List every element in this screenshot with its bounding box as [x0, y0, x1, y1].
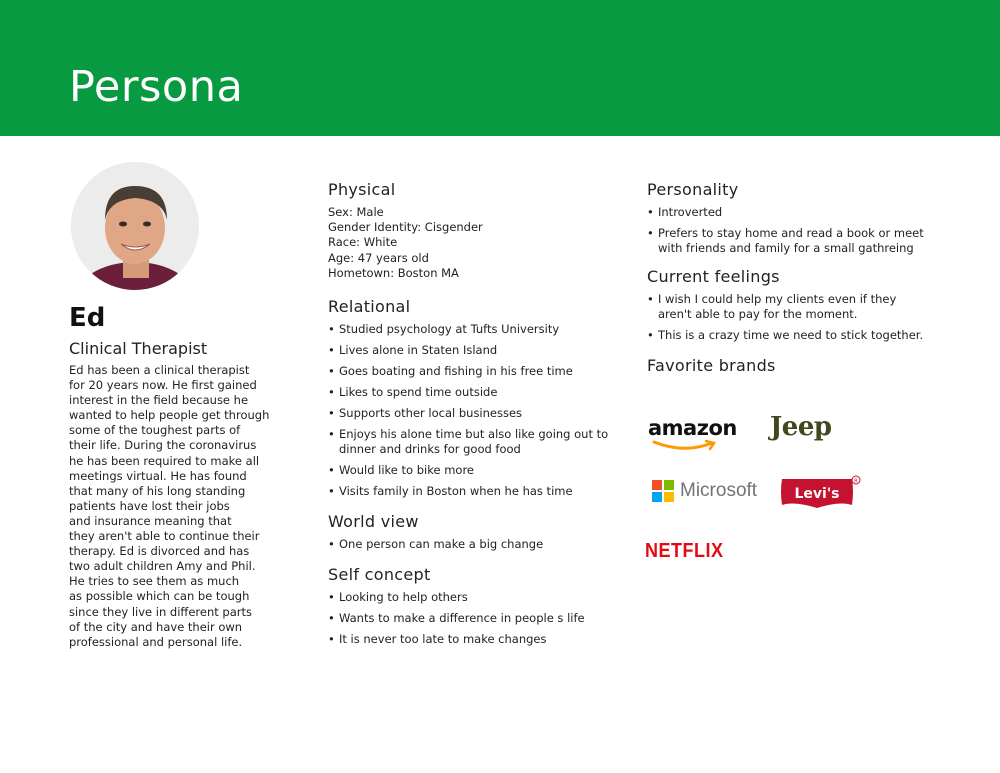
header-banner [0, 0, 1000, 136]
list-item: • I wish I could help my clients even if they aren't able to pay for the moment. [647, 292, 927, 323]
physical-list [328, 205, 628, 281]
current-feelings-list [647, 292, 957, 344]
portrait-image [71, 162, 199, 290]
levis-batwing-icon [780, 475, 862, 511]
personality-title: Personality [647, 180, 739, 199]
list-item: • Supports other local businesses [328, 406, 628, 421]
amazon-smile-icon [652, 440, 718, 452]
physical-line: Race: White [328, 235, 398, 250]
middle-column [328, 180, 628, 653]
list-item: • Visits family in Boston when he has time [328, 484, 628, 499]
levis-logo [780, 475, 862, 515]
list-item: • Introverted [647, 205, 957, 220]
section-self-concept [328, 565, 628, 647]
levis-wordmark: Levi's [794, 486, 840, 502]
amazon-logo [648, 416, 737, 440]
list-item: • One person can make a big change [328, 537, 628, 552]
list-item: • Would like to bike more [328, 463, 628, 478]
persona-role: Clinical Therapist [69, 339, 208, 358]
list-item: • Studied psychology at Tufts University [328, 322, 628, 337]
persona-name: Ed [69, 303, 106, 333]
physical-line: Gender Identity: Cisgender [328, 220, 483, 235]
amazon-wordmark: amazon [648, 416, 737, 440]
self-concept-title: Self concept [328, 565, 431, 585]
list-item: • Likes to spend time outside [328, 385, 628, 400]
section-world-view [328, 512, 628, 552]
page-title: Persona [69, 62, 244, 112]
section-favorite-brands [647, 356, 957, 375]
persona-bio: Ed has been a clinical therapist for 20 years now. He first gained interest in the field because he wanted to help people get through some of the toughest parts of their life. During the coronavirus he has been required to make all meetings virtual. He has found that many of his long standing patients have lost their jobs and insurance meaning that they aren't able to continue their therapy. Ed is divorced and has two adult children Amy and Phil. He tries to see them as much as possible which can be tough since they live in different parts of the city and have their own professional and personal life. [69, 363, 270, 649]
physical-line: Sex: Male [328, 205, 384, 219]
physical-line: Age: 47 years old [328, 250, 429, 265]
section-current-feelings [647, 267, 957, 344]
microsoft-logo [652, 480, 757, 502]
list-item: • Wants to make a difference in people s life [328, 611, 628, 626]
netflix-logo: NETFLIX [645, 538, 724, 562]
svg-text:R: R [854, 478, 858, 485]
relational-list [328, 322, 628, 500]
right-column [647, 180, 957, 381]
section-relational [328, 297, 628, 500]
list-item: • Enjoys his alone time but also like going out to dinner and drinks for good food [328, 427, 618, 458]
brand-logos [645, 410, 905, 570]
list-item: • Lives alone in Staten Island [328, 343, 628, 358]
avatar [71, 162, 199, 290]
favorite-brands-title: Favorite brands [647, 355, 776, 375]
jeep-logo: Jeep [770, 412, 832, 442]
physical-line: Hometown: Boston MA [328, 265, 459, 280]
personality-list [647, 205, 957, 257]
world-view-list [328, 537, 628, 552]
list-item: • Goes boating and fishing in his free time [328, 364, 628, 379]
list-item: • It is never too late to make changes [328, 632, 628, 647]
list-item: • Prefers to stay home and read a book or meet with friends and family for a small gathreing [647, 226, 942, 257]
microsoft-wordmark: Microsoft [680, 480, 758, 501]
list-item: • Looking to help others [328, 590, 628, 605]
list-item: • This is a crazy time we need to stick together. [647, 328, 957, 343]
section-personality [647, 180, 957, 257]
current-feelings-title: Current feelings [647, 266, 780, 286]
microsoft-windows-icon [652, 480, 674, 502]
physical-title: Physical [328, 180, 396, 199]
self-concept-list [328, 590, 628, 647]
relational-title: Relational [328, 297, 411, 317]
section-physical [328, 180, 628, 281]
world-view-title: World view [328, 511, 419, 531]
